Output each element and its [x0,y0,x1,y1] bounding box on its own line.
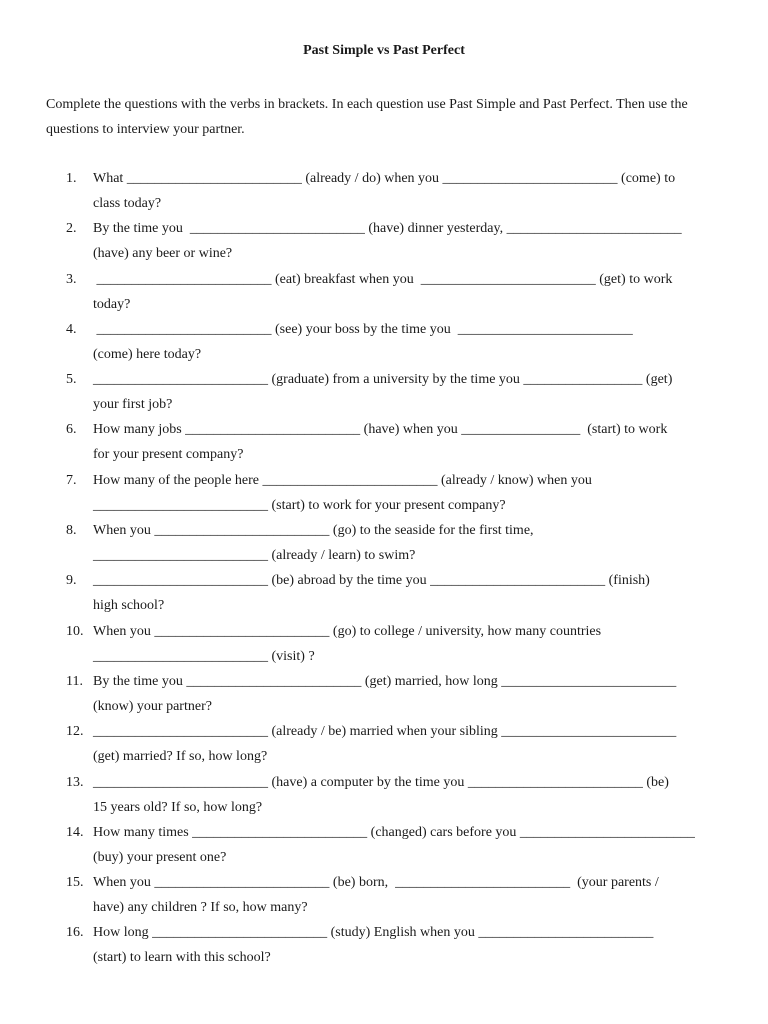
question-text-continued: today? [93,296,131,312]
question-text: By the time you _________________________ (get) married, how long _________________________ [93,673,677,689]
question-text-continued: (buy) your present one? [93,849,227,865]
worksheet-title: Past Simple vs Past Perfect [303,43,465,58]
question-number: 16. [66,925,84,941]
question-number: 7. [66,472,77,488]
question-text-continued: _________________________ (start) to work for your present company? [93,497,506,513]
question-item [0,317,768,367]
question-number: 4. [66,321,77,337]
question-text-continued: (have) any beer or wine? [93,246,233,262]
question-text: What _________________________ (already / do) when you _________________________ (come) to [93,171,676,186]
question-text-continued: (start) to learn with this school? [93,950,271,966]
question-number: 14. [66,824,84,840]
question-item [0,367,768,417]
question-text: _________________________ (see) your boss by the time you _________________________ [93,321,633,337]
question-text-continued: (come) here today? [93,346,202,362]
question-number: 11. [66,673,83,689]
question-text: How many times _________________________ (changed) cars before you _________________________ [93,824,695,840]
question-text: When you _________________________ (be) born, _________________________ (your parents / [93,875,659,891]
question-text-continued: for your present company? [93,447,244,463]
question-number: 9. [66,573,77,589]
question-text: How many jobs _________________________ (have) when you _________________ (start) to work [93,422,668,438]
question-item [0,820,768,870]
question-item [0,166,768,216]
question-item [0,770,768,820]
question-text-continued: 15 years old? If so, how long? [93,799,263,815]
question-text: How many of the people here _________________________ (already / know) when you [93,472,592,488]
question-text-continued: (know) your partner? [93,698,212,714]
question-number: 15. [66,875,84,891]
question-item [0,267,768,317]
question-number: 1. [66,171,77,186]
question-text-continued: _________________________ (visit) ? [93,648,315,664]
question-text: _________________________ (already / be) married when your sibling _________________________ [93,724,677,740]
question-text-continued: high school? [93,598,165,614]
question-item [0,568,768,618]
instructions-text: Complete the questions with the verbs in brackets. In each question use Past Simple and Past Perfect. Then use the questions to interview your partner. [46,97,688,137]
question-item [0,417,768,467]
question-text: How long _________________________ (study) English when you _________________________ [93,925,654,941]
question-text-continued: _________________________ (already / learn) to swim? [93,548,416,564]
question-text: _________________________ (graduate) from a university by the time you _________________ (get) [93,372,673,388]
question-text: _________________________ (have) a computer by the time you _________________________ (be) [93,774,669,790]
question-number: 5. [66,372,77,388]
question-text-continued: class today? [93,196,162,211]
question-number: 2. [66,221,77,237]
question-text: When you _________________________ (go) to the seaside for the first time, [93,523,534,539]
question-item [0,920,768,970]
question-item [0,216,768,266]
question-number: 10. [66,623,84,639]
question-item [0,468,768,518]
question-text: _________________________ (eat) breakfast when you _________________________ (get) to work [93,271,673,287]
question-text: By the time you _________________________ (have) dinner yesterday, _________________________ [93,221,682,237]
question-item [0,518,768,568]
question-item [0,619,768,669]
question-number: 13. [66,774,84,790]
question-number: 8. [66,523,77,539]
question-number: 3. [66,271,77,287]
question-text: When you _________________________ (go) to college / university, how many countries [93,623,602,639]
question-item [0,870,768,920]
question-text-continued: (get) married? If so, how long? [93,749,268,765]
question-item [0,719,768,769]
question-text-continued: your first job? [93,397,173,413]
question-number: 6. [66,422,77,438]
question-text: _________________________ (be) abroad by the time you _________________________ (finish) [93,573,650,589]
question-item [0,669,768,719]
question-text-continued: have) any children ? If so, how many? [93,900,308,916]
question-number: 12. [66,724,84,740]
question-list [0,166,768,971]
